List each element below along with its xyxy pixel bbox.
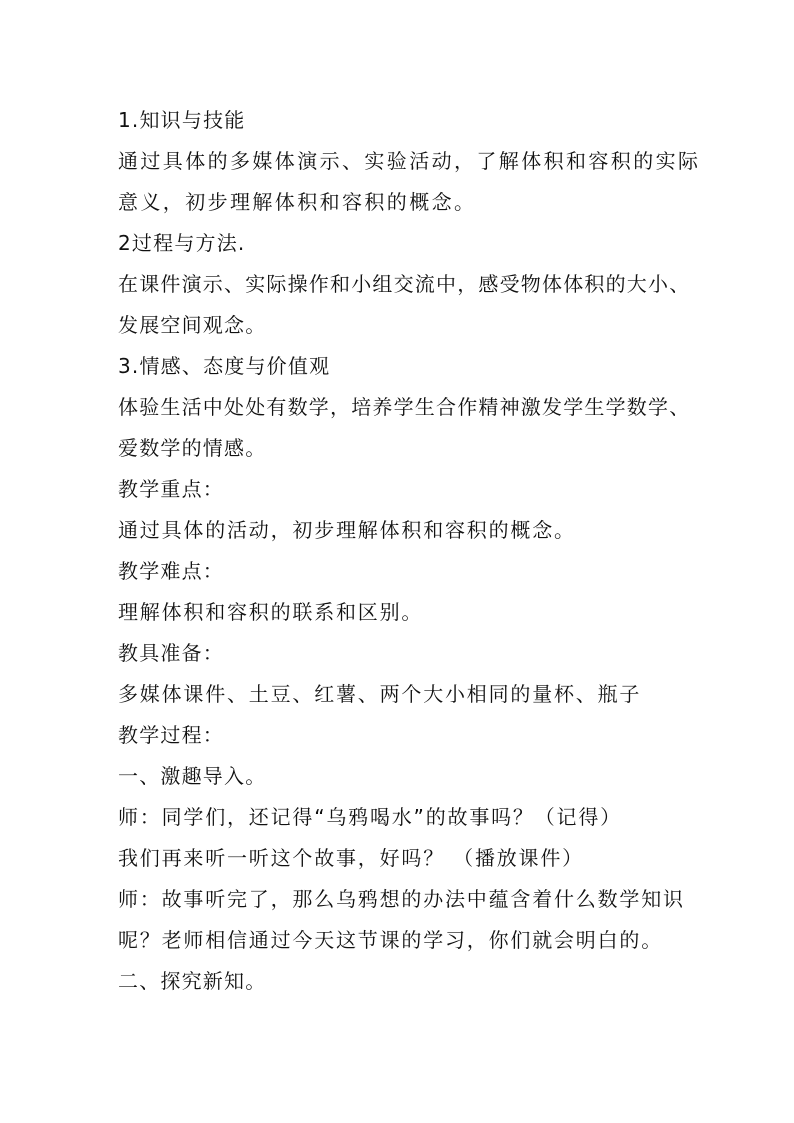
paragraph-line: 通过具体的多媒体演示、实验活动，了解体积和容积的实际 xyxy=(118,149,701,173)
paragraph-line: 在课件演示、实际操作和小组交流中，感受物体体积的大小、 xyxy=(118,272,691,296)
paragraph-line: 多媒体课件、土豆、红薯、两个大小相同的量杯、瓶子 xyxy=(118,682,642,706)
document-body xyxy=(118,100,701,1002)
dialogue-line: 师：同学们，还记得“乌鸦喝水”的故事吗？（记得） xyxy=(118,805,622,829)
dialogue-line: 呢？老师相信通过今天这节课的学习，你们就会明白的。 xyxy=(118,928,663,952)
heading-teaching-aids: 教具准备： xyxy=(118,641,224,665)
paragraph-line: 通过具体的活动，初步理解体积和容积的概念。 xyxy=(118,518,576,542)
paragraph-line: 理解体积和容积的联系和区别。 xyxy=(118,600,424,624)
section-heading-explore: 二、探究新知。 xyxy=(118,969,267,993)
heading-teaching-process: 教学过程： xyxy=(118,723,224,747)
dialogue-line: 我们再来听一听这个故事，好吗？ （播放课件） xyxy=(118,846,584,870)
paragraph-line: 体验生活中处处有数学，培养学生合作精神激发学生学数学、 xyxy=(118,395,691,419)
paragraph-line: 意义，初步理解体积和容积的概念。 xyxy=(118,190,477,214)
paragraph-line: 发展空间观念。 xyxy=(118,313,267,337)
heading-teaching-focus: 教学重点： xyxy=(118,477,224,501)
heading-teaching-difficulty: 教学难点： xyxy=(118,559,224,583)
dialogue-line: 师：故事听完了，那么乌鸦想的办法中蕴含着什么数学知识 xyxy=(118,887,685,911)
heading-process-method: 2过程与方法. xyxy=(118,231,246,255)
heading-knowledge-skills: 1.知识与技能 xyxy=(118,108,246,132)
paragraph-line: 爱数学的情感。 xyxy=(118,436,267,460)
heading-emotion-values: 3.情感、态度与价值观 xyxy=(118,354,331,378)
section-heading-introduction: 一、激趣导入。 xyxy=(118,764,267,788)
